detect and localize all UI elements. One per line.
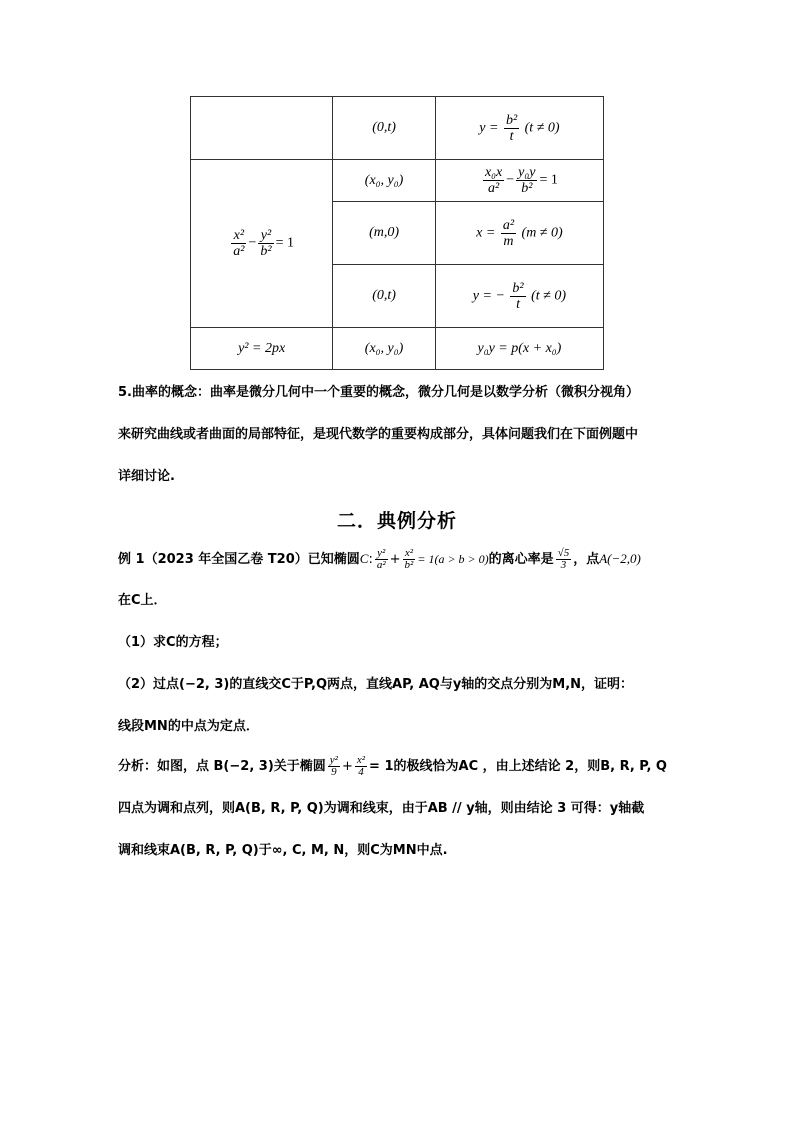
question-2-line-1: （2）过点(−2, 3)的直线交C于P,Q两点，直线AP, AQ与y轴的交点分别为M,N，证明： (118, 677, 634, 692)
table-cell-point: (m,0) (333, 202, 436, 265)
table-cell-point: (0,t) (333, 97, 436, 160)
table-cell-polar: y = − $\frac{\text{b²}}{t}$ (t ≠ 0) (435, 265, 603, 328)
table-cell-point: (x₀, y₀) (333, 328, 436, 370)
table-cell-empty (191, 97, 333, 160)
table-cell-point: (x₀, y₀) (333, 160, 436, 202)
example-intro: 例 1（2023 年全国乙卷 T20）已知椭圆C: $\frac{\text{y²}}{\text{a²}}$ + $\frac{\text{x²}}{\text{b²}}$ = 1(a > b > 0)的离心率是 $\frac{√5}{3}$ ，点A(−2,0) (118, 547, 641, 571)
analysis-line-2: 四点为调和点列，则A(B, R, P, Q)为调和线束，由于AB // y轴，则由结论 3 可得：y轴截 (118, 801, 645, 816)
curvature-line-1: 5.曲率的概念：曲率是微分几何中一个重要的概念，微分几何是以数学分析（微积分视角） (118, 385, 639, 400)
table-cell-polar: y = $\frac{\text{b²}}{t}$ (t ≠ 0) (435, 97, 603, 160)
table-cell-hyperbola: $\frac{\text{x²}}{\text{a²}}$ − $\frac{\text{y²}}{\text{b²}}$ = 1 (191, 160, 333, 328)
section-heading: 二．典例分析 (336, 510, 457, 532)
curvature-line-2: 来研究曲线或者曲面的局部特征，是现代数学的重要构成部分，具体问题我们在下面例题中 (118, 427, 639, 442)
question-1: （1）求C的方程； (118, 635, 228, 650)
table-cell-polar: $\frac{\text{x₀x}}{\text{a²}}$ − $\frac{\text{y₀y}}{\text{b²}}$ = 1 (435, 160, 603, 202)
analysis-line-1: 分析：如图，点 B(−2, 3)关于椭圆 $\frac{\text{y²}}{9}$ + $\frac{\text{x²}}{4}$ = 1的极线恰为AC ，由上述结论 2，则B, R, P, Q (118, 754, 667, 778)
table-cell-polar: x = $\frac{\text{a²}}{m}$ (m ≠ 0) (435, 202, 603, 265)
curvature-line-3: 详细讨论. (118, 469, 175, 484)
table-cell-parabola: y² = 2px (191, 328, 333, 370)
table-cell-polar: y₀y = p(x + x₀) (435, 328, 603, 370)
polar-line-table (190, 96, 604, 370)
example-on-c: 在C上． (118, 593, 167, 608)
analysis-line-3: 调和线束A(B, R, P, Q)于∞, C, M, N，则C为MN中点. (118, 843, 448, 858)
table-cell-point: (0,t) (333, 265, 436, 328)
question-2-line-2: 线段MN的中点为定点． (118, 719, 259, 734)
